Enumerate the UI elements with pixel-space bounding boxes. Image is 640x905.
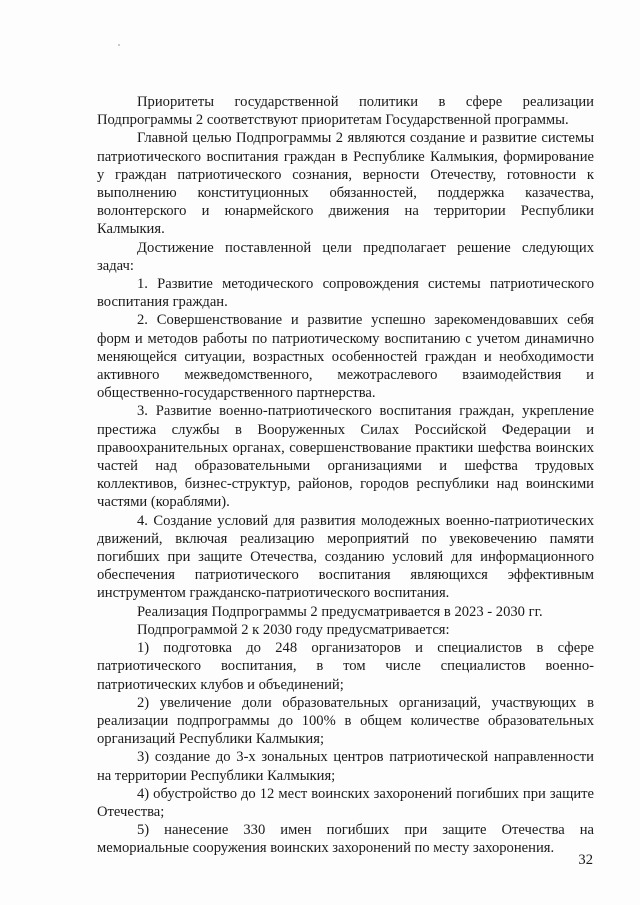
result-item-3: 3) создание до 3-х зональных центров патриотической направленности на территории Республики Калмыкия;: [97, 749, 594, 784]
paragraph-tasks-intro: Достижение поставленной цели предполагает решение следующих задач:: [97, 239, 594, 274]
task-item-4: 4. Создание условий для развития молодежных военно-патриотических движений, включая реализацию мероприятий по увековечению памяти погибших при защите Отечества, созданию условий для информационного обеспечения патриотического воспитания являющихся эффективным инструментом гражданско-патриотического воспитания.: [97, 512, 594, 602]
task-item-2: 2. Совершенствование и развитие успешно зарекомендовавших себя форм и методов работы по патриотическому воспитанию с учетом динамично меняющейся ситуации, возрастных особенностей граждан и необходимости активного межведомственного, межотраслевого взаимодействия и общественно-государственного партнерства.: [97, 312, 594, 402]
result-item-5: 5) нанесение 330 имен погибших при защите Отечества на мемориальные сооружения воинских захоронений по месту захоронения.: [97, 822, 594, 857]
scan-artifact-dot: [118, 44, 120, 46]
result-item-1: 1) подготовка до 248 организаторов и специалистов в сфере патриотического воспитания, в том числе специалистов военно-патриотических клубов и объединений;: [97, 640, 594, 693]
paragraph-main-goal: Главной целью Подпрограммы 2 являются создание и развитие системы патриотического воспитания граждан в Республике Калмыкия, формирование у граждан патриотического сознания, верности Отечеству, готовности к выполнению конституционных обязанностей, поддержка казачества, волонтерского и юнармейского движения на территории Республики Калмыкия.: [97, 130, 594, 238]
document-body: [97, 93, 594, 858]
paragraph-implementation-period: Реализация Подпрограммы 2 предусматривается в 2023 - 2030 гг.: [137, 603, 543, 620]
paragraph-priorities: Приоритеты государственной политики в сфере реализации Подпрограммы 2 соответствуют приоритетам Государственной программы.: [97, 94, 594, 129]
result-item-4: 4) обустройство до 12 мест воинских захоронений погибших при защите Отечества;: [97, 785, 594, 820]
result-item-2: 2) увеличение доли образовательных организаций, участвующих в реализации подпрограммы до 100% в общем количестве образовательных организаций Республики Калмыкия;: [97, 694, 594, 748]
task-item-3: 3. Развитие военно-патриотического воспитания граждан, укрепление престижа службы в Вооруженных Силах Российской Федерации и правоохранительных органах, совершенствование практики шефства воинских частей над образовательными организациями и шефства трудовых коллективов, бизнес-структур, районов, городов республики над воинскими частями (кораблями).: [97, 403, 594, 511]
paragraph-expected-results-intro: Подпрограммой 2 к 2030 году предусматривается:: [137, 621, 450, 638]
page-number: 32: [578, 852, 593, 868]
task-item-1: 1. Развитие методического сопровождения системы патриотического воспитания граждан.: [97, 276, 594, 311]
